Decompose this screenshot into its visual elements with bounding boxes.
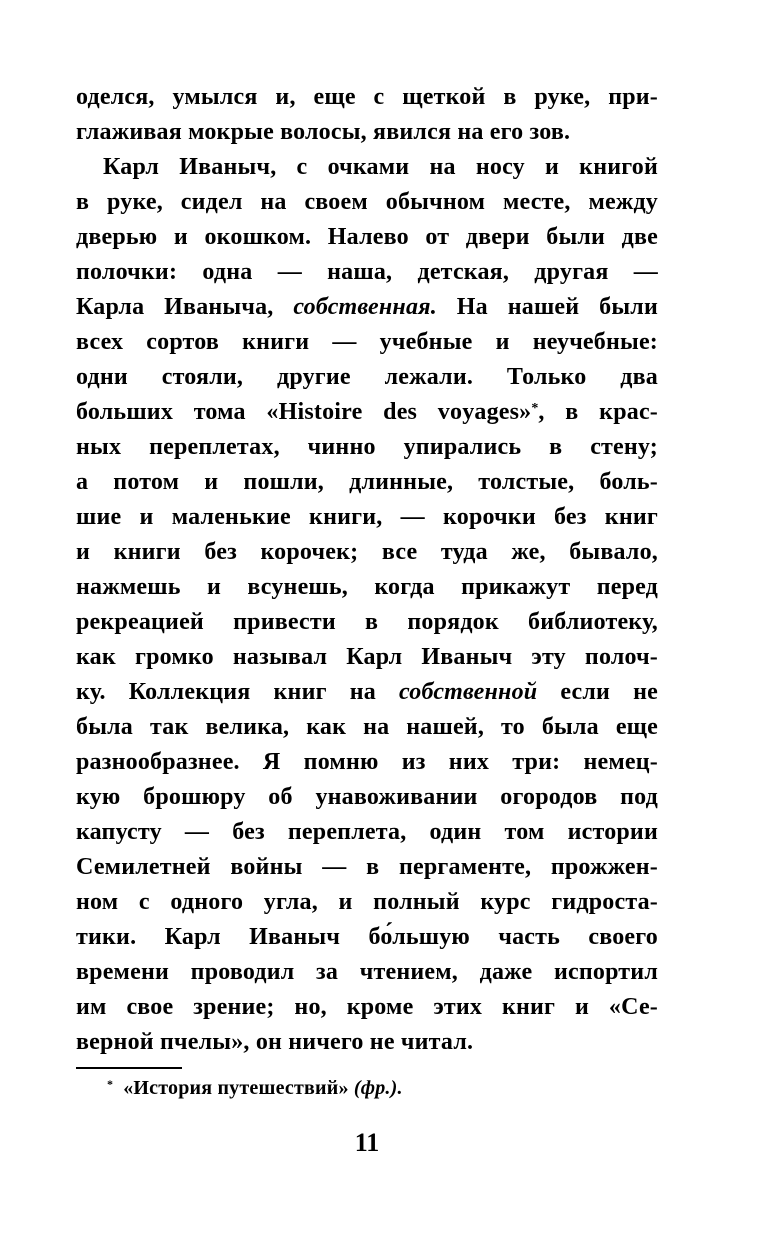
text-segment: верной пчелы», он ничего не читал. — [76, 1029, 474, 1055]
text-segment: кую брошюру об унавоживании огородов под — [76, 784, 658, 810]
text-segment: разнообразнее. Я помню из них три: немец- — [76, 749, 658, 775]
text-line — [76, 570, 658, 605]
footnote-rule — [76, 1067, 182, 1069]
text-line — [76, 850, 658, 885]
text-segment: ном с одного угла, и полный курс гидроста- — [76, 889, 658, 915]
text-segment: глаживая мокрые волосы, явился на его зов. — [76, 119, 571, 145]
text-segment: оделся, умылся и, еще с щеткой в руке, при- — [76, 84, 658, 110]
text-segment: , в крас- — [538, 399, 658, 425]
text-segment: капусту — без переплета, один том истории — [76, 819, 658, 845]
footnote-text — [123, 1077, 402, 1099]
text-segment: была так велика, как на нашей, то была еще — [76, 714, 658, 740]
text-line — [76, 710, 658, 745]
text-segment: собственной — [399, 679, 538, 705]
page-text-block — [76, 80, 658, 1157]
text-line — [76, 115, 658, 150]
text-segment: времени проводил за чтением, даже испортил — [76, 959, 658, 985]
text-segment: больших тома «Histoire des voyages» — [76, 399, 532, 425]
text-line — [76, 885, 658, 920]
text-segment: «История путешествий» — [123, 1077, 354, 1099]
text-line — [76, 745, 658, 780]
text-line — [76, 395, 658, 430]
text-segment: и книги без корочек; все туда же, бывало, — [76, 539, 658, 565]
text-line — [76, 290, 658, 325]
text-segment: дверью и окошком. Налево от двери были две — [76, 224, 658, 250]
text-segment: тики. Карл Иваныч бо́льшую часть своего — [76, 924, 658, 950]
text-line — [76, 325, 658, 360]
text-line — [76, 1025, 658, 1060]
text-line — [76, 430, 658, 465]
text-segment: полочки: одна — наша, детская, другая — — [76, 259, 658, 285]
text-segment: Карла Иваныча, — [76, 294, 294, 320]
superscript-marker: * — [531, 401, 539, 416]
text-line — [76, 780, 658, 815]
text-line — [76, 675, 658, 710]
text-line — [76, 955, 658, 990]
text-line — [76, 535, 658, 570]
text-segment: нажмешь и всунешь, когда прикажут перед — [76, 574, 658, 600]
text-line — [76, 815, 658, 850]
text-segment: как громко называл Карл Иваныч эту полоч- — [76, 644, 658, 670]
text-line — [76, 360, 658, 395]
text-line — [76, 220, 658, 255]
text-segment: Карл Иваныч, с очками на носу и книгой — [103, 154, 658, 180]
text-segment: им свое зрение; но, кроме этих книг и «Се- — [76, 994, 658, 1020]
text-segment: рекреацией привести в порядок библиотеку, — [76, 609, 658, 635]
body-text — [76, 80, 658, 1060]
text-line — [76, 500, 658, 535]
text-segment: всех сортов книги — учебные и неучебные: — [76, 329, 658, 355]
text-line — [76, 465, 658, 500]
text-line — [76, 255, 658, 290]
text-line — [76, 150, 658, 185]
text-segment: Семилетней войны — в пергаменте, прожжен- — [76, 854, 658, 880]
text-line — [76, 185, 658, 220]
text-segment: если не — [537, 679, 658, 705]
text-segment: На нашей были — [436, 294, 658, 320]
text-segment: в руке, сидел на своем обычном месте, между — [76, 189, 658, 215]
text-segment: (фр.). — [353, 1077, 403, 1099]
footnote — [76, 1075, 658, 1101]
text-segment: шие и маленькие книги, — корочки без книг — [76, 504, 658, 530]
text-line — [76, 605, 658, 640]
page-number: 11 — [354, 1128, 380, 1157]
text-line — [76, 640, 658, 675]
text-segment: ку. Коллекция книг на — [76, 679, 400, 705]
text-segment: собственная. — [293, 294, 437, 320]
text-segment: одни стояли, другие лежали. Только два — [76, 364, 658, 390]
text-segment: а потом и пошли, длинные, толстые, боль- — [76, 469, 658, 495]
footnote-marker: * — [107, 1077, 114, 1091]
text-segment: ных переплетах, чинно упирались в стену; — [76, 434, 658, 460]
text-line — [76, 990, 658, 1025]
text-line — [76, 920, 658, 955]
text-line — [76, 80, 658, 115]
